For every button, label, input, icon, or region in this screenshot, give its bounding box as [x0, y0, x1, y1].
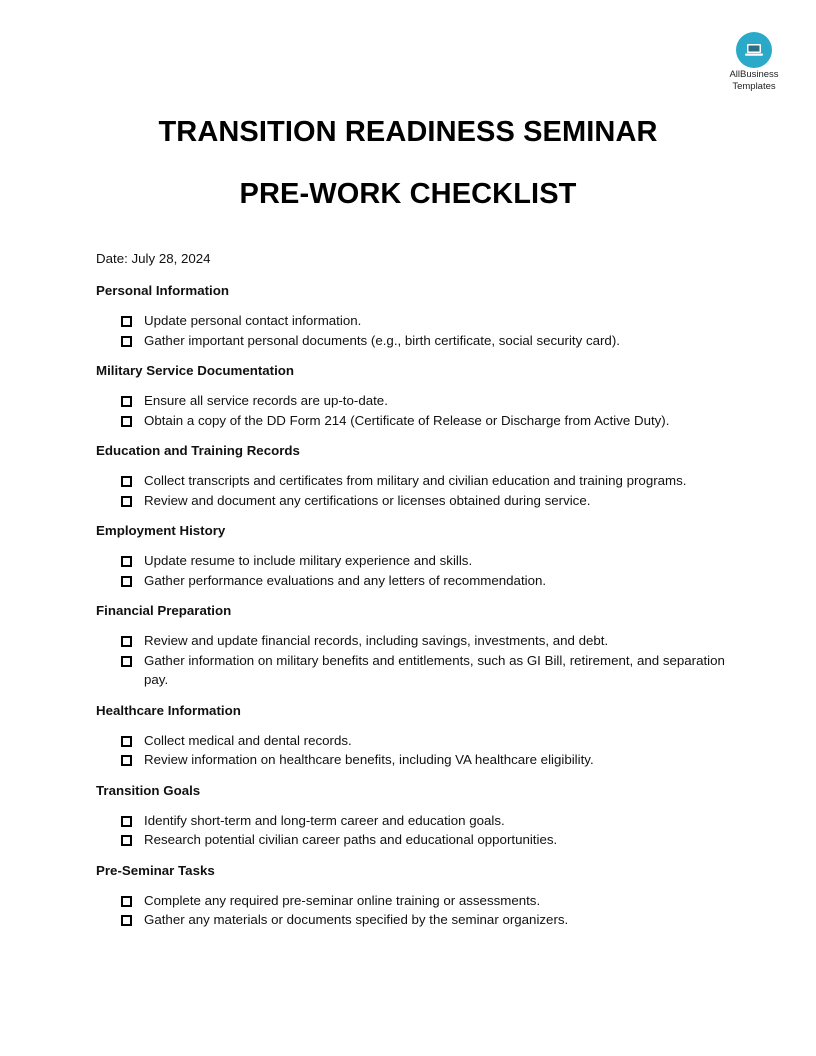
checklist-item — [96, 411, 736, 431]
checklist-item-text: Obtain a copy of the DD Form 214 (Certificate of Release or Discharge from Active Duty). — [144, 412, 670, 428]
checkbox-icon[interactable] — [121, 656, 132, 667]
date-line: Date: July 28, 2024 — [96, 251, 211, 266]
checklist-item-text: Collect medical and dental records. — [144, 732, 352, 748]
logo-text-line2: Templates — [732, 81, 776, 92]
checklist-financial-preparation — [96, 631, 736, 690]
section-heading-military-service-documentation: Military Service Documentation — [96, 363, 295, 378]
checklist-item — [96, 491, 736, 511]
logo-text-line1: AllBusiness — [729, 69, 779, 80]
checklist-content — [96, 249, 736, 941]
checklist-item — [96, 311, 736, 331]
checklist-item — [96, 830, 736, 850]
section-heading-personal-information: Personal Information — [96, 283, 229, 298]
checklist-item-text: Update resume to include military experience and skills. — [144, 553, 473, 568]
section-heading-employment-history: Employment History — [96, 523, 226, 538]
checkbox-icon[interactable] — [121, 915, 132, 926]
checkbox-icon[interactable] — [121, 396, 132, 407]
checklist-item — [96, 631, 736, 651]
checklist-item — [96, 910, 736, 930]
checkbox-icon[interactable] — [121, 736, 132, 747]
checklist-employment-history — [96, 551, 736, 590]
laptop-icon — [736, 32, 772, 68]
checkbox-icon[interactable] — [121, 636, 132, 647]
document-title: TRANSITION READINESS SEMINAR — [158, 116, 658, 148]
checklist-item-text: Review and document any certifications or licenses obtained during service. — [144, 492, 591, 508]
checklist-item-text: Ensure all service records are up-to-date. — [144, 393, 388, 408]
section-heading-healthcare-information: Healthcare Information — [96, 702, 241, 718]
checkbox-icon[interactable] — [121, 816, 132, 827]
checklist-item — [96, 571, 736, 591]
section-heading-transition-goals: Transition Goals — [96, 782, 201, 798]
checkbox-icon[interactable] — [121, 896, 132, 907]
checklist-military-service-documentation — [96, 391, 736, 430]
checkbox-icon[interactable] — [121, 316, 132, 327]
checklist-item-text: Update personal contact information. — [144, 313, 362, 328]
checklist-transition-goals — [96, 811, 736, 850]
checkbox-icon[interactable] — [121, 556, 132, 567]
checkbox-icon[interactable] — [121, 576, 132, 587]
checklist-item — [96, 331, 736, 351]
checklist-item-text: Gather performance evaluations and any letters of recommendation. — [144, 572, 547, 588]
section-heading-financial-preparation: Financial Preparation — [96, 603, 232, 618]
checklist-item-text: Gather information on military benefits and entitlements, such as GI Bill, retirement, and separation pay. — [144, 652, 725, 687]
checklist-item-text: Identify short-term and long-term career and education goals. — [144, 812, 505, 828]
checklist-item-text: Gather any materials or documents specified by the seminar organizers. — [144, 912, 569, 927]
checklist-item — [96, 891, 736, 911]
checklist-pre-seminar-tasks — [96, 891, 736, 930]
checklist-item — [96, 750, 736, 770]
checklist-item — [96, 811, 736, 831]
checklist-item-text: Collect transcripts and certificates from military and civilian education and training programs. — [144, 473, 687, 488]
checklist-item-text: Review information on healthcare benefits, including VA healthcare eligibility. — [144, 752, 594, 767]
brand-logo — [722, 32, 786, 92]
checklist-item — [96, 651, 736, 690]
checklist-item-text: Review and update financial records, including savings, investments, and debt. — [144, 633, 609, 648]
checklist-item — [96, 391, 736, 411]
checklist-item-text: Gather important personal documents (e.g., birth certificate, social security card). — [144, 332, 620, 348]
checklist-item-text: Research potential civilian career paths and educational opportunities. — [144, 832, 558, 847]
document-subtitle: PRE-WORK CHECKLIST — [239, 178, 577, 210]
checklist-sections — [96, 281, 736, 930]
checkbox-icon[interactable] — [121, 496, 132, 507]
checklist-education-and-training-records — [96, 471, 736, 510]
section-heading-education-and-training-records: Education and Training Records — [96, 443, 300, 458]
checkbox-icon[interactable] — [121, 416, 132, 427]
checkbox-icon[interactable] — [121, 476, 132, 487]
checkbox-icon[interactable] — [121, 835, 132, 846]
checklist-item — [96, 731, 736, 751]
checklist-item — [96, 471, 736, 491]
checklist-healthcare-information — [96, 731, 736, 770]
checklist-item — [96, 551, 736, 571]
section-heading-pre-seminar-tasks: Pre-Seminar Tasks — [96, 862, 215, 878]
checkbox-icon[interactable] — [121, 336, 132, 347]
checklist-item-text: Complete any required pre-seminar online training or assessments. — [144, 892, 541, 908]
checkbox-icon[interactable] — [121, 755, 132, 766]
checklist-personal-information — [96, 311, 736, 350]
